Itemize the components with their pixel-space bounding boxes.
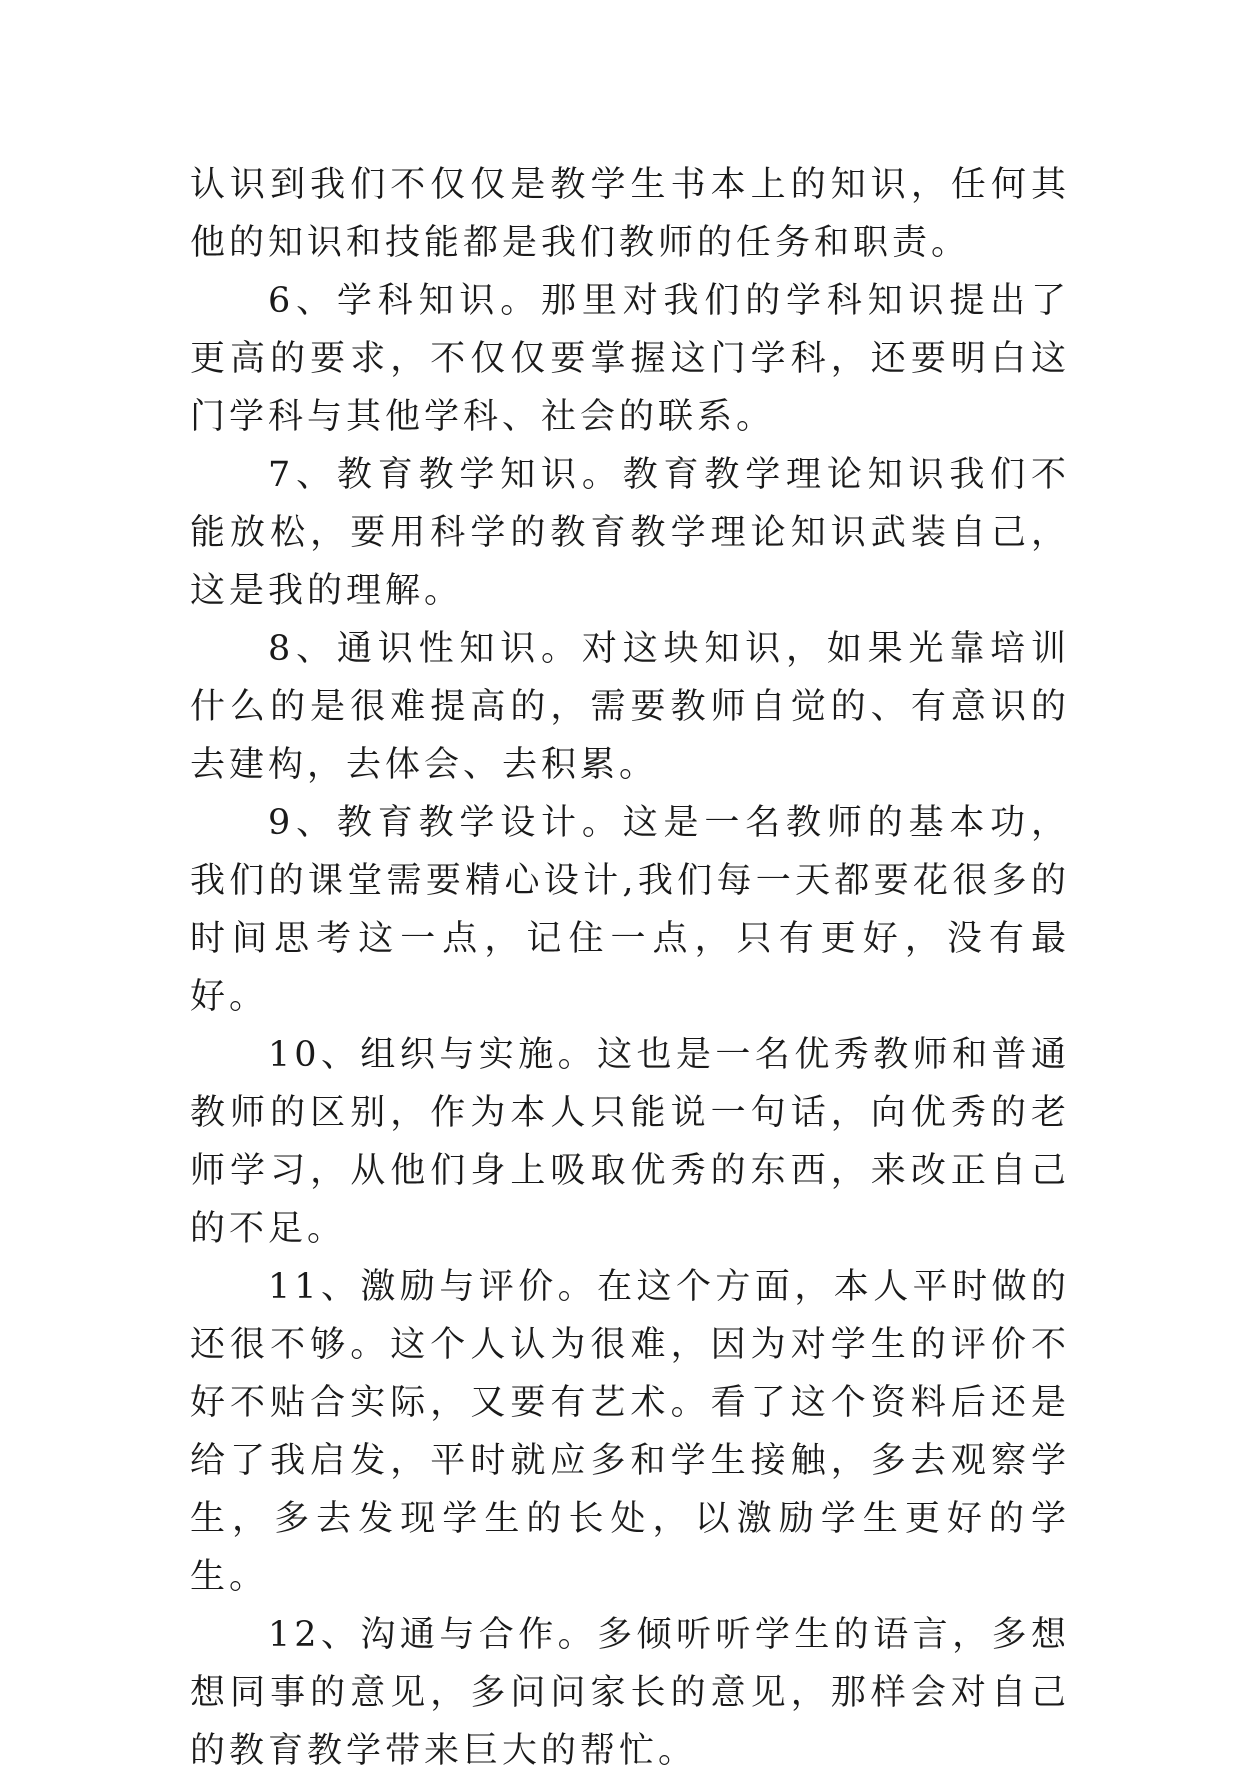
- paragraph-item-12: 12、沟通与合作。多倾听听学生的语言，多想想同事的意见，多问问家长的意见，那样会对自己的教育教学带来巨大的帮忙。: [190, 1615, 1070, 1771]
- paragraph-item-7: 7、教育教学知识。教育教学理论知识我们不能放松，要用科学的教育教学理论知识武装自己，这是我的理解。: [190, 455, 1070, 611]
- paragraph-item-8: 8、通识性知识。对这块知识，如果光靠培训什么的是很难提高的，需要教师自觉的、有意识的去建构，去体会、去积累。: [190, 629, 1070, 785]
- paragraph-item-10: 10、组织与实施。这也是一名优秀教师和普通教师的区别，作为本人只能说一句话，向优秀的老师学习，从他们身上吸取优秀的东西，来改正自己的不足。: [190, 1035, 1070, 1249]
- paragraph-item-6: 6、学科知识。那里对我们的学科知识提出了更高的要求，不仅仅要掌握这门学科，还要明白这门学科与其他学科、社会的联系。: [190, 281, 1070, 437]
- paragraph-continued: 认识到我们不仅仅是教学生书本上的知识，任何其他的知识和技能都是我们教师的任务和职责。: [190, 165, 1070, 263]
- paragraph-item-11: 11、激励与评价。在这个方面，本人平时做的还很不够。这个人认为很难，因为对学生的评价不好不贴合实际，又要有艺术。看了这个资料后还是给了我启发，平时就应多和学生接触，多去观察学生，多去发现学生的长处，以激励学生更好的学生。: [190, 1267, 1070, 1597]
- document-body: [190, 156, 1070, 1780]
- paragraph-item-9: 9、教育教学设计。这是一名教师的基本功，我们的课堂需要精心设计,我们每一天都要花很多的时间思考这一点，记住一点，只有更好，没有最好。: [190, 803, 1070, 1017]
